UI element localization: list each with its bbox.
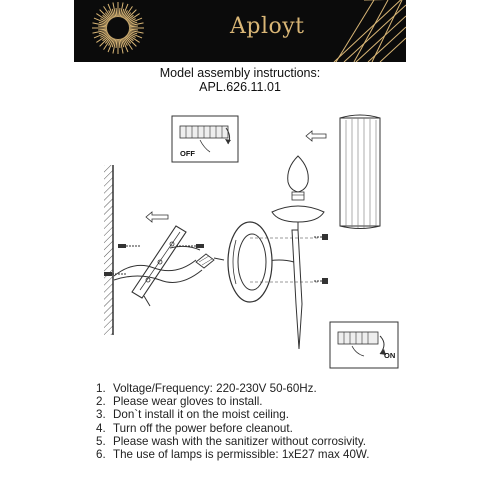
title-line-1: Model assembly instructions: [159,66,321,80]
glass-shade [340,115,380,229]
off-label: OFF [180,149,195,158]
arrow-left-icon [306,131,326,141]
wire-connector [196,254,224,268]
assembly-diagram [0,100,480,378]
mounting-bracket [132,226,186,306]
switch-terminal-off [172,116,238,162]
list-item: 1. Voltage/Frequency: 220-230V 50-60Hz. [96,382,317,395]
model-number: APL.626.11.01 [199,80,281,94]
page-title [0,66,480,94]
switch-terminal-on [330,322,398,368]
bulb-icon [288,156,309,200]
instructions-list [96,382,369,461]
screw-icon [314,234,328,240]
header-banner [74,0,406,62]
wall [104,165,113,335]
list-item: 3. Don`t install it on the moist ceiling. [96,408,289,422]
list-item: 4. Turn off the power before cleanout. [96,421,293,435]
wall-plate [228,222,272,302]
lamp-socket [272,206,324,232]
screw-icon [314,278,328,284]
brand-name: Aployt [230,14,305,39]
list-item: 5. Please wash with the sanitizer without corrosivity. [96,434,367,448]
arrow-left-icon [146,212,168,222]
on-label: ON [384,351,396,360]
screw-icon [118,244,140,248]
list-item: 6. The use of lamps is permissible: 1xE27 max 40W. [96,448,370,462]
list-item: 2. Please wear gloves to install. [96,395,263,409]
